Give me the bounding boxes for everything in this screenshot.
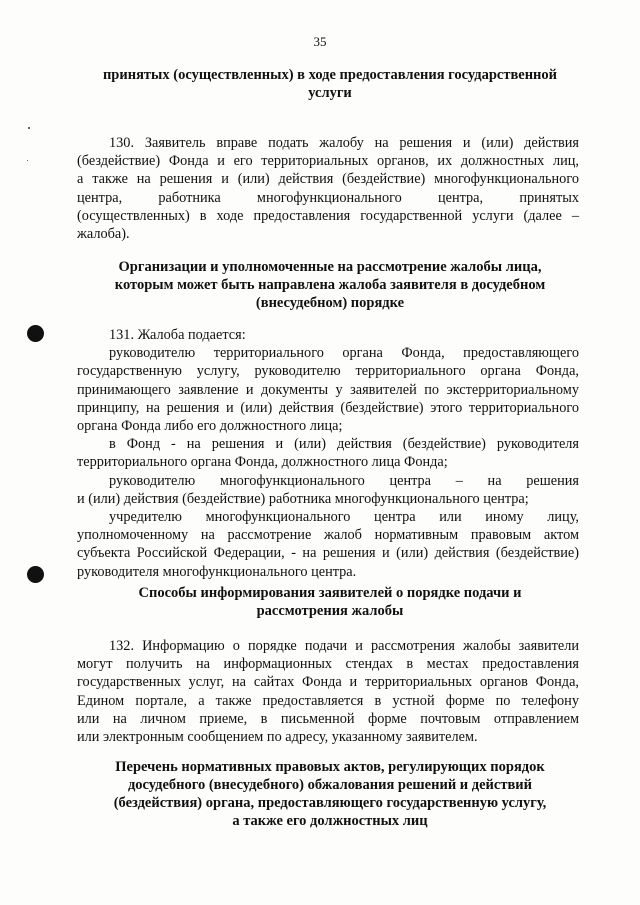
- heading-line: принятых (осуществленных) в ходе предоставления государственной: [102, 67, 558, 83]
- paragraph-line: а также на решения и (или) действия (бездействие) многофункционального: [77, 171, 579, 188]
- paragraph-line: жалоба).: [77, 226, 130, 243]
- paragraph-line: руководителя многофункционального центра.: [77, 563, 357, 580]
- paragraph-line: в Фонд - на решения и (или) действия (бездействие) руководителя: [109, 436, 579, 453]
- section-heading-continued: [80, 66, 580, 102]
- paragraph-132: [77, 637, 579, 746]
- paragraph-line: или на личном приеме, в письменной форме почтовым отправлением: [77, 710, 579, 727]
- paragraph-line: могут получить на информационных стендах в местах предоставления: [77, 656, 579, 673]
- scan-speck: [28, 127, 30, 129]
- punch-hole-mark: [27, 325, 44, 342]
- paragraph-line: территориального органа Фонда, должностного лица Фонда;: [77, 454, 448, 471]
- paragraph-line: уполномоченному на рассмотрение жалоб нормативным правовым актом: [77, 527, 579, 544]
- heading-line: рассмотрения жалобы: [256, 603, 404, 619]
- paragraph-line: Едином портале, а также предоставляется в устной форме по телефону: [77, 692, 579, 709]
- paragraph-line: руководителю территориального органа Фонда, предоставляющего: [109, 345, 579, 362]
- paragraph-130: [77, 134, 579, 243]
- paragraph-line: 130. Заявитель вправе подать жалобу на решения и (или) действия: [109, 135, 579, 151]
- paragraph-line: учредителю многофункционального центра или иному лицу,: [109, 509, 579, 526]
- paragraph-line: центра, работника многофункционального центра, принятых: [77, 189, 579, 206]
- paragraph-line: (бездействие) Фонда и его территориальных органов, их должностных лиц,: [77, 153, 579, 170]
- paragraph-line: принимающего заявление и документы у заявителей по экстерриториальному: [77, 381, 579, 398]
- section-heading-organizations: [80, 258, 580, 312]
- section-heading-regulations: [80, 758, 580, 830]
- heading-line: (бездействия) органа, предоставляющего государственную услугу,: [113, 795, 547, 811]
- paragraph-line: и (или) действия (бездействие) работника многофункционального центра;: [77, 490, 529, 507]
- heading-line: а также его должностных лиц: [232, 813, 428, 829]
- paragraph-line: 131. Жалоба подается:: [109, 327, 246, 343]
- page-number: 35: [313, 34, 327, 49]
- paragraph-line: 132. Информацию о порядке подачи и рассмотрения жалобы заявители: [109, 638, 579, 654]
- paragraph-line: принципу, на решения и (или) действия (бездействие) этого территориального: [77, 399, 579, 416]
- paragraph-line: государственную услугу, руководителю территориального органа Фонда,: [77, 363, 579, 380]
- paragraph-line: субъекта Российской Федерации, - на решения и (или) действия (бездействие): [77, 545, 579, 562]
- section-heading-informing: [80, 584, 580, 620]
- paragraph-line: руководителю многофункционального центра – на решения: [109, 472, 579, 489]
- heading-line: услуги: [308, 85, 352, 101]
- scan-speck: [27, 160, 28, 161]
- heading-line: Перечень нормативных правовых актов, регулирующих порядок: [115, 759, 545, 775]
- paragraph-line: государственных услуг, на сайтах Фонда и территориальных органов Фонда,: [77, 674, 579, 691]
- paragraph-line: (осуществленных) в ходе предоставления государственной услуги (далее –: [77, 207, 579, 224]
- heading-line: Организации и уполномоченные на рассмотрение жалобы лица,: [118, 259, 542, 275]
- heading-line: (внесудебном) порядке: [255, 295, 405, 311]
- paragraph-line: органа Фонда либо его должностного лица;: [77, 418, 343, 435]
- heading-line: которым может быть направлена жалоба заявителя в досудебном: [114, 277, 546, 293]
- paragraph-131: [77, 326, 579, 581]
- paragraph-line: или электронным сообщением по адресу, указанному заявителем.: [77, 729, 478, 746]
- heading-line: досудебного (внесудебного) обжалования решений и действий: [127, 777, 533, 793]
- heading-line: Способы информирования заявителей о порядке подачи и: [138, 585, 522, 601]
- punch-hole-mark: [27, 566, 44, 583]
